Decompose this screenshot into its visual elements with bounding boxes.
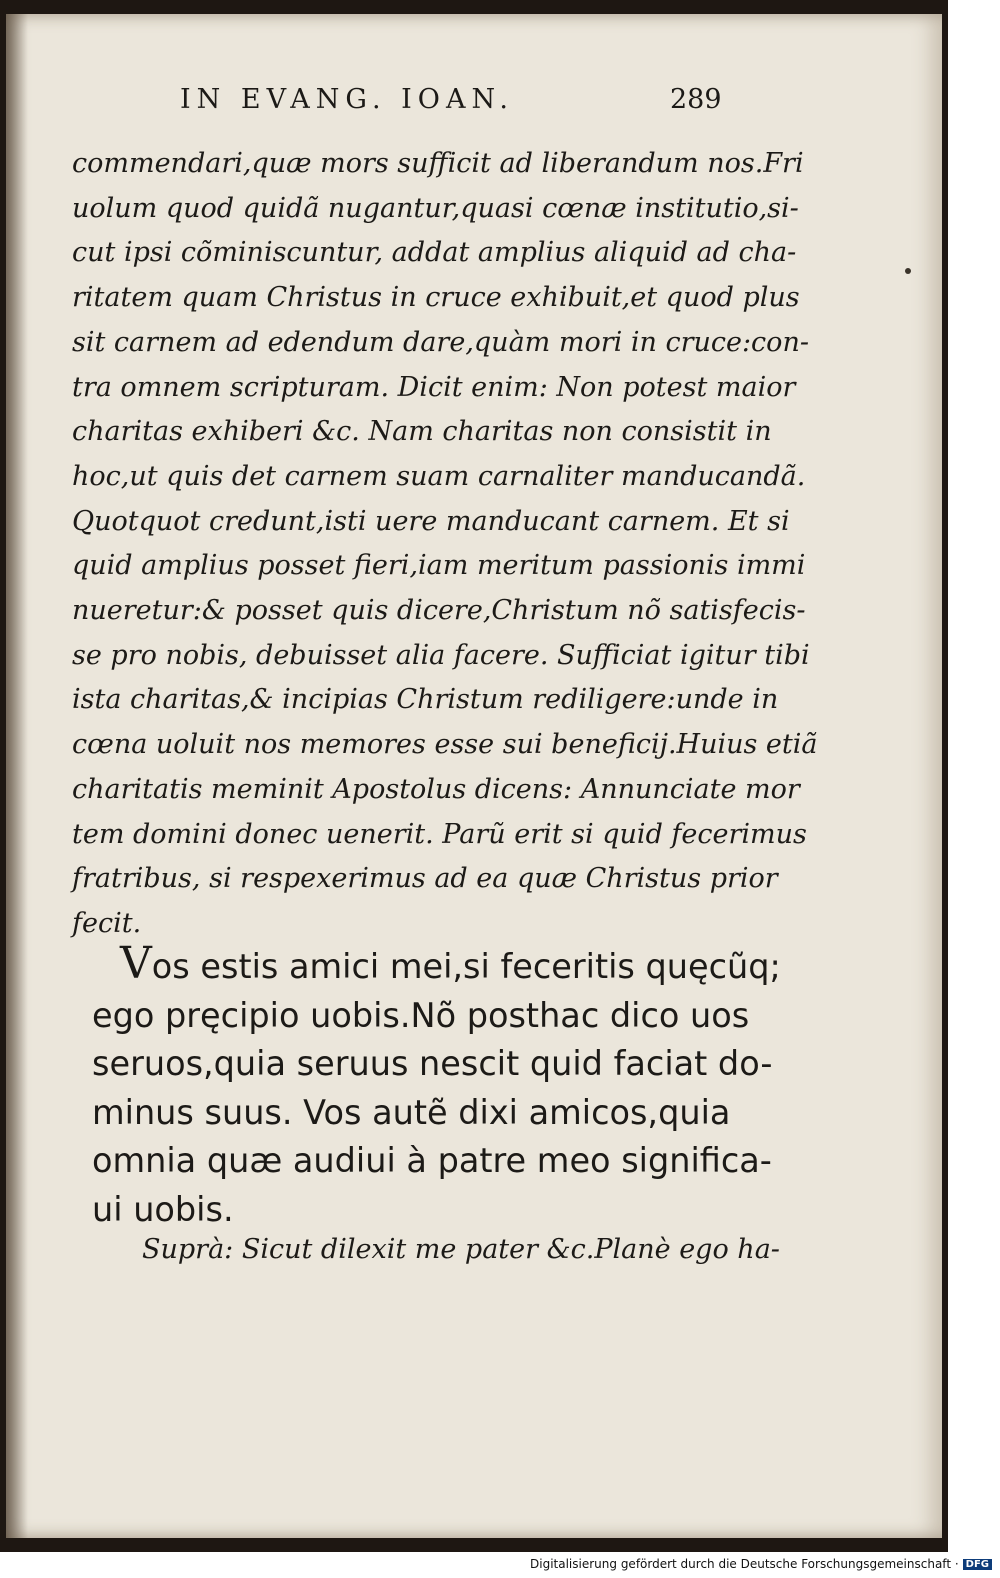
text-line: fecit. — [72, 907, 142, 939]
text-line: tem domini donec uenerit. Parũ erit si quid fecerimus — [72, 818, 807, 850]
scripture-first-line-text: os estis amici mei,si feceritis quęcũq; — [151, 947, 781, 986]
text-line: tra omnem scripturam. Dicit enim: Non potest maior — [72, 371, 796, 403]
spine-shadow — [6, 14, 28, 1538]
commentary-paragraph — [72, 142, 818, 947]
scripture-passage — [92, 938, 781, 1234]
scripture-first-line — [92, 938, 781, 992]
page-number: 289 — [670, 84, 722, 115]
text-line: ritatem quam Christus in cruce exhibuit,et quod plus — [72, 282, 800, 314]
text-line: cut ipsi cõminiscuntur, addat amplius aliquid ad cha- — [72, 237, 797, 269]
dfg-logo: DFG — [963, 1559, 992, 1570]
scripture-line: ego pręcipio uobis.Nõ posthac dico uos — [92, 995, 750, 1035]
text-line: commendari,quæ mors sufficit ad liberandum nos.Fri — [72, 148, 804, 179]
text-line: nueretur:& posset quis dicere,Christum nõ satisfecis- — [72, 595, 806, 627]
text-line: Quotquot credunt,isti uere manducant carnem. Et si — [72, 505, 790, 537]
scripture-line: ui uobis. — [92, 1189, 234, 1229]
text-line: se pro nobis, debuisset alia facere. Sufficiat igitur tibi — [72, 639, 810, 671]
text-line: hoc,ut quis det carnem suam carnaliter manducandã. — [72, 460, 806, 492]
text-line: ista charitas,& incipias Christum rediligere:unde in — [72, 684, 779, 716]
running-head: IN EVANG. IOAN. — [180, 84, 514, 115]
text-line: sit carnem ad edendum dare,quàm mori in cruce:con- — [72, 326, 809, 358]
text-line: quid amplius posset fieri,iam meritum passionis immi — [72, 550, 806, 582]
drop-cap: V — [120, 938, 152, 989]
next-paragraph-start: Suprà: Sicut dilexit me pater &c.Planè ego ha- — [142, 1234, 780, 1265]
scripture-line: minus suus. Vos autẽ dixi amicos,quia — [92, 1092, 731, 1132]
scripture-line: omnia quæ audiui à patre meo significa- — [92, 1141, 772, 1180]
scripture-line: seruos,quia seruus nescit quid faciat do- — [92, 1044, 773, 1083]
text-line: uolum quod quidã nugantur,quasi cœnæ institutio,si- — [72, 192, 799, 224]
text-line: charitatis meminit Apostolus dicens: Annunciate mor — [72, 773, 800, 805]
text-line: charitas exhiberi &c. Nam charitas non consistit in — [72, 416, 772, 448]
credit-text: Digitalisierung gefördert durch die Deutsche Forschungsgemeinschaft · — [530, 1557, 959, 1571]
text-line: cœna uoluit nos memores esse sui beneficij.Huius etiã — [72, 729, 818, 761]
text-line: fratribus, si respexerimus ad ea quæ Christus prior — [72, 863, 778, 895]
ink-spot — [905, 268, 911, 274]
digitization-credit — [530, 1557, 992, 1571]
